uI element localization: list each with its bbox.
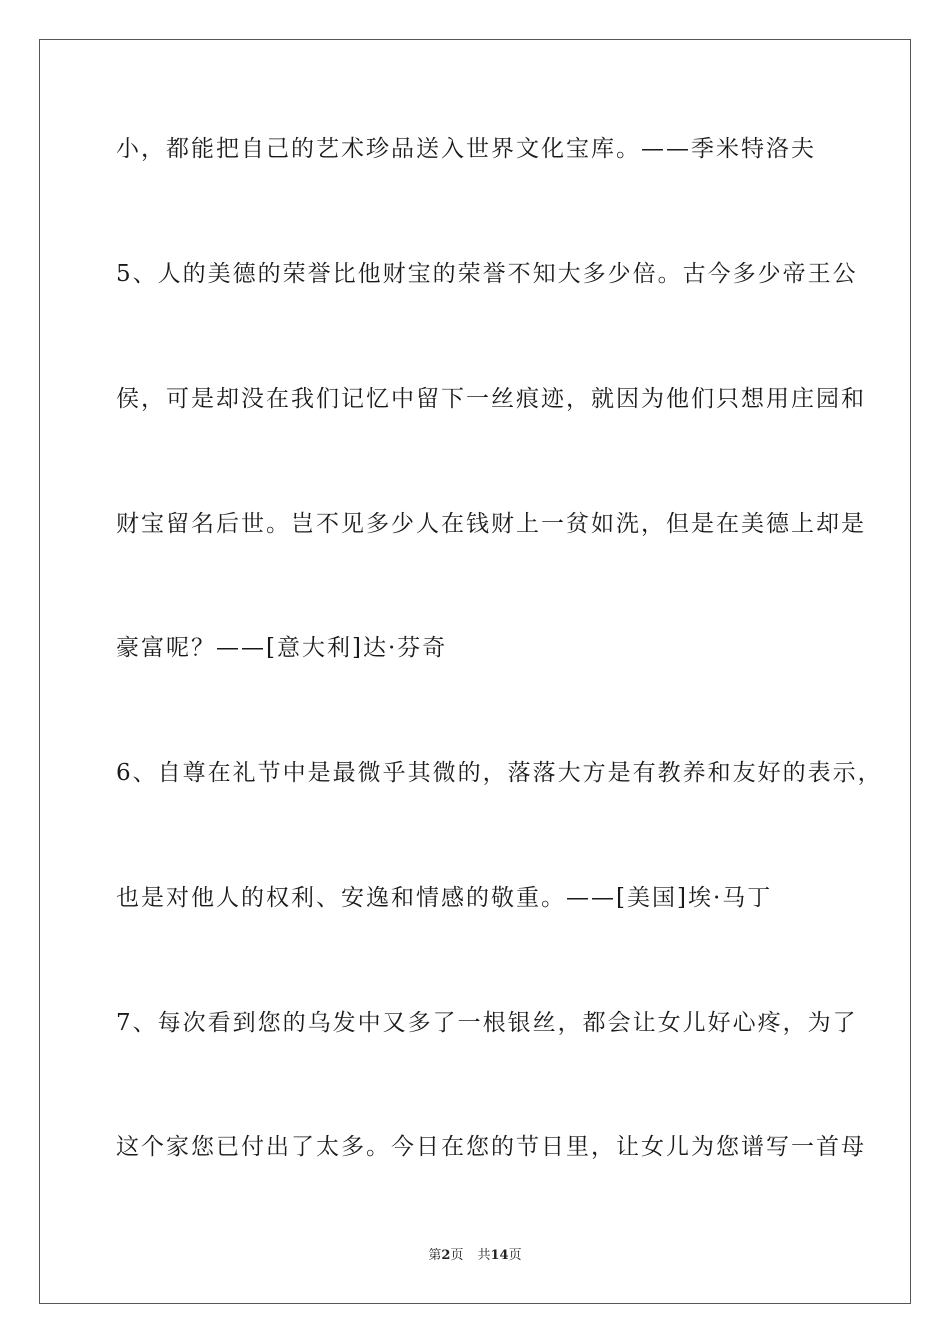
total-suffix: 页 xyxy=(508,1248,522,1263)
text-line-7: 也是对他人的权利、安逸和情感的敬重。——[美国]埃·马丁 xyxy=(116,885,773,911)
text-line-3: 侯，可是却没在我们记忆中留下一丝痕迹，就因为他们只想用庄园和 xyxy=(116,386,866,412)
page-suffix: 页 xyxy=(450,1248,464,1263)
page-footer xyxy=(0,1247,950,1265)
page-number: 2 xyxy=(441,1248,451,1263)
page-prefix: 第 xyxy=(428,1248,442,1263)
text-line-6: 6、自尊在礼节中是最微乎其微的，落落大方是有教养和友好的表示， xyxy=(116,760,883,786)
text-line-9: 这个家您已付出了太多。今日在您的节日里，让女儿为您谱写一首母 xyxy=(116,1134,866,1160)
text-line-5: 豪富呢？——[意大利]达·芬奇 xyxy=(116,635,448,661)
text-line-1: 小，都能把自己的艺术珍品送入世界文化宝库。——季米特洛夫 xyxy=(116,136,816,162)
total-pages: 14 xyxy=(490,1248,509,1263)
total-prefix: 共 xyxy=(477,1248,491,1263)
page-border xyxy=(39,39,911,1304)
text-line-8: 7、每次看到您的乌发中又多了一根银丝，都会让女儿好心疼，为了 xyxy=(116,1010,858,1036)
text-line-4: 财宝留名后世。岂不见多少人在钱财上一贫如洗，但是在美德上却是 xyxy=(116,511,866,537)
text-line-2: 5、人的美德的荣誉比他财宝的荣誉不知大多少倍。古今多少帝王公 xyxy=(116,261,858,287)
